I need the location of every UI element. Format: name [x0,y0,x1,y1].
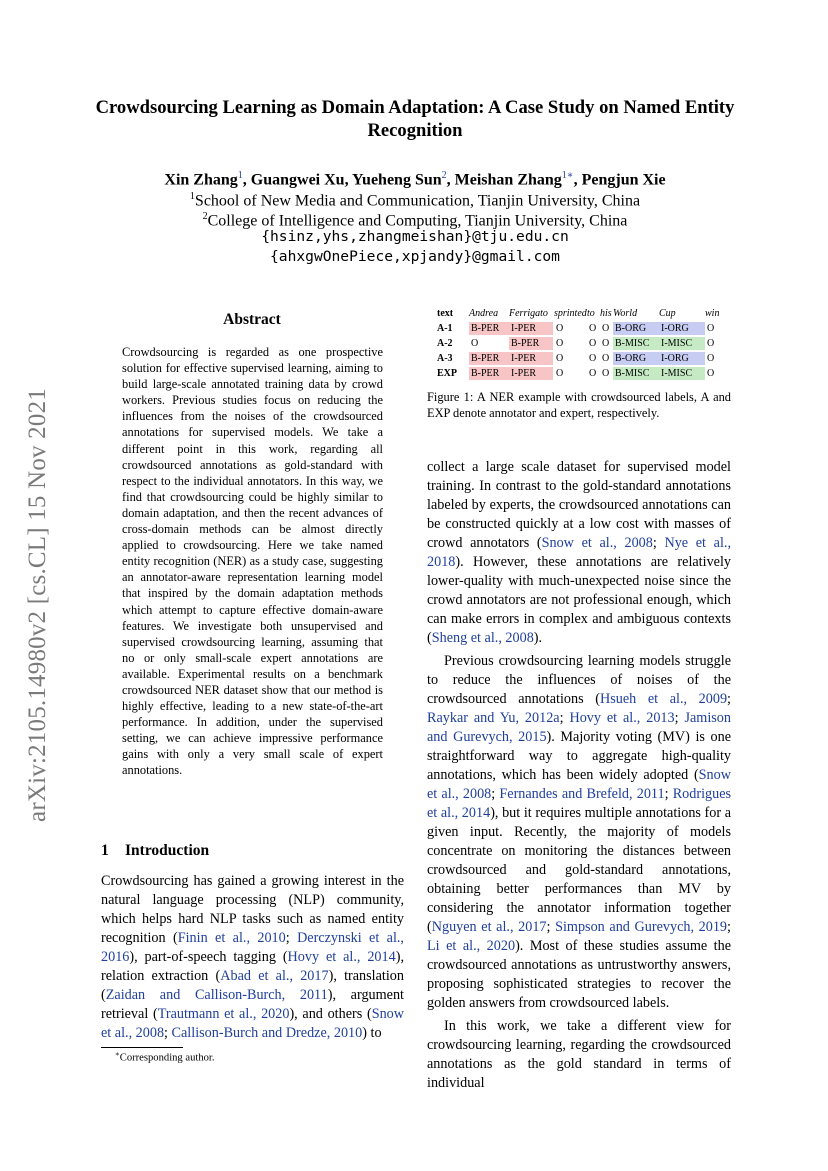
ner-row-label: A-3 [437,353,453,364]
author-name: Meishan Zhang [454,171,562,189]
paragraph-text: ) to [362,1025,382,1041]
ner-tag-cell: O [589,323,597,334]
email-line-2: {ahxgwOnePiece,xpjandy}@gmail.com [270,248,560,265]
footnote [115,1050,215,1064]
paragraph-text: ), argument retrieval ( [101,987,405,1022]
ner-tag-cell: O [707,338,715,349]
citation-link[interactable]: Sheng et al., 2008 [431,630,534,646]
intro-paragraph [101,872,404,1043]
ner-tag-cell: B-MISC [613,337,659,350]
paragraph-text: ), translation ( [101,968,404,1003]
author-name: Yueheng Sun [351,171,442,189]
ner-tag-cell: I-MISC [659,367,705,380]
ner-tag-cell: O [602,368,610,379]
paragraph-text: ; [727,919,731,935]
author-name: Guangwei Xu [250,171,345,189]
intro-paragraph [427,1017,731,1093]
citation-link[interactable]: Snow et al., 2008 [427,767,731,802]
affiliation-2-marker: 2 [202,211,208,222]
ner-header-token: World [613,308,638,319]
ner-tag-cell: O [556,338,564,349]
paragraph-text: ). [533,630,543,646]
paragraph-text: ), relation extraction ( [101,949,404,984]
paragraph-text: Previous crowdsourcing learning models struggle to reduce the influences of noises of the crowdsourced annotations ( [427,653,731,707]
ner-tag-cell: B-MISC [613,367,659,380]
citation-link[interactable]: Snow et al., 2008 [541,535,653,551]
author-separator: , [446,171,455,189]
ner-row-label: A-1 [437,323,453,334]
author-separator: , [242,171,251,189]
footnote-marker: ∗ [115,1050,120,1058]
paragraph-text: ; [727,691,731,707]
ner-tag-cell: B-PER [469,367,509,380]
paragraph-text: ). Most of these studies assume the crowdsourced annotations as untrustworthy answers, proposing sophisticated strategies to recover the golden answers from crowdsourced labels. [427,938,731,1011]
ner-tag-cell: O [589,338,597,349]
citation-link[interactable]: Abad et al., 2017 [220,968,329,984]
paragraph-text: ; [664,786,673,802]
citation-link[interactable]: Zaidan and Callison-Burch, 2011 [105,987,328,1003]
ner-header-token: Cup [659,308,676,319]
ner-tag-cell: O [471,338,479,349]
author-separator: , [573,171,582,189]
affiliation-2-text: College of Intelligence and Computing, Tianjin University, China [207,212,628,230]
paragraph-text: ; [559,710,570,726]
section-number: 1 [101,842,109,859]
ner-tag-cell: O [589,353,597,364]
ner-tag-cell: I-PER [509,367,553,380]
paragraph-text: ), part-of-speech tagging ( [129,949,288,965]
ner-tag-cell: O [707,368,715,379]
citation-link[interactable]: Raykar and Yu, 2012a [427,710,560,726]
affiliation-1-text: School of New Media and Communication, Tianjin University, China [194,192,641,210]
paragraph-text: ; [491,786,500,802]
ner-tag-cell: I-ORG [659,322,705,335]
ner-tag-cell: O [556,323,564,334]
paragraph-text: ; [546,919,556,935]
ner-tag-cell: O [602,353,610,364]
paragraph-text: ). Majority voting (MV) is one straightforward way to aggregate high-quality annotations, which has been widely adopted ( [427,729,731,783]
citation-link[interactable]: Finin et al., 2010 [177,930,286,946]
arxiv-watermark [14,365,62,845]
ner-tag-cell: I-ORG [659,352,705,365]
ner-tag-cell: O [602,323,610,334]
author-name: Xin Zhang [164,171,238,189]
citation-link[interactable]: Jamison and Gurevych, 2015 [427,710,731,745]
ner-tag-cell: B-PER [469,352,509,365]
author-affiliation-marker: 1∗ [561,170,574,181]
ner-row-label: A-2 [437,338,453,349]
ner-tag-cell: B-ORG [613,322,659,335]
email-line-1: {hsinz,yhs,zhangmeishan}@tju.edu.cn [261,228,569,245]
citation-link[interactable]: Derczynski et al., 2016 [101,930,404,965]
citation-link[interactable]: Hovy et al., 2014 [287,949,396,965]
intro-right-column [427,458,731,1093]
author-separator: , [344,171,352,189]
ner-header-label: text [437,308,454,319]
ner-tag-cell: O [707,323,715,334]
footnote-rule [101,1047,183,1048]
citation-link[interactable]: Rodrigues et al., 2014 [427,786,732,821]
paragraph-text: ; [164,1025,172,1041]
author-affiliation-marker: 2 [441,170,447,181]
citation-link[interactable]: Nye et al., 2018 [427,535,731,570]
ner-tag-cell: O [602,338,610,349]
ner-tag-cell: O [556,368,564,379]
ner-tag-cell: O [589,368,597,379]
ner-tag-cell: B-PER [469,322,509,335]
paragraph-text: collect a large scale dataset for supervised model training. In contrast to the gold-standard annotations labeled by experts, the crowdsourced annotations can be constructed quickly at a low cost with masses of crowd annotators ( [427,459,731,551]
paper-title: Crowdsourcing Learning as Domain Adaptation: A Case Study on Named Entity Recognition [95,97,735,141]
ner-tag-cell: O [707,353,715,364]
footnote-text: Corresponding author. [119,1052,215,1064]
affiliation-1-marker: 1 [189,191,195,202]
paragraph-text: ), but it requires multiple annotations for a given input. Recently, the majority of models concentrate on monitoring the distances between crowdsourced and gold-standard annotations, obtaining better performances than MV by considering the annotator information together ( [427,805,732,935]
citation-link[interactable]: Nguyen et al., 2017 [431,919,547,935]
ner-tag-cell: I-PER [509,322,553,335]
section-heading [101,842,209,860]
section-title: Introduction [125,842,210,859]
ner-header-token: sprinted [554,308,587,319]
citation-link[interactable]: Trautmann et al., 2020 [157,1006,290,1022]
citation-link[interactable]: Snow et al., 2008 [101,1006,405,1041]
abstract-text: Crowdsourcing is regarded as one prospective solution for effective supervised learning, aiming to build large-scale annotated training data by crowd workers. Previous studies focus on reducing the influences from the noises of the crowdsourced annotations for supervised models. We take a different point in this work, regarding all crowdsourced annotations as gold-standard with respect to the individual annotators. In this way, we find that crowdsourcing could be highly similar to domain adaptation, and then the recent advances of cross-domain methods can be almost directly applied to crowdsourcing. Here we take named entity recognition (NER) as a study case, suggesting an annotator-aware representation learning model that inspired by the domain adaptation methods which attempt to capture effective domain-aware features. We investigate both unsupervised and supervised crowdsourcing learning, assuming that no or only small-scale expert annotations are available. Experimental results on a benchmark crowdsourced NER dataset show that our method is highly effective, leading to a new state-of-the-art performance. In addition, under the supervised setting, we can achieve impressive performance gains with only a very small scale of expert annotations. [122,345,383,778]
ner-row-label: EXP [437,368,457,379]
arxiv-id: arXiv:2105.14980v2 [cs.CL] 15 Nov 2021 [24,388,51,822]
ner-header-token: Ferrigato [509,308,548,319]
paragraph-text: ), and others ( [289,1006,372,1022]
ner-tag-cell: O [556,353,564,364]
abstract-heading: Abstract [223,311,281,328]
figure-caption: Figure 1: A NER example with crowdsourced labels, A and EXP denote annotator and expert, respectively. [427,390,731,420]
citation-link[interactable]: Fernandes and Brefeld, 2011 [499,786,665,802]
citation-link[interactable]: Hovy et al., 2013 [569,710,675,726]
ner-header-token: Andrea [469,308,499,319]
paragraph-text: ). However, these annotations are relatively lower-quality with much-unexpected noise since the crowd annotators are not professional enough, which can make errors in complex and ambiguous contexts ( [427,554,731,646]
paragraph-text: In this work, we take a different view for crowdsourcing learning, regarding the crowdsourced annotations as the gold standard in terms of individual [427,1018,731,1091]
citation-link[interactable]: Li et al., 2020 [427,938,516,954]
paragraph-text: ; [674,710,685,726]
ner-header-token: to [587,308,595,319]
intro-left-column [101,872,404,1043]
ner-tag-cell: I-PER [509,352,553,365]
ner-header-token: his [600,308,612,319]
ner-tag-cell: B-PER [509,337,553,350]
ner-tag-cell: I-MISC [659,337,705,350]
intro-paragraph [427,458,731,648]
paragraph-text: Crowdsourcing has gained a growing interest in the natural language processing (NLP) community, which helps hard NLP tasks such as named entity recognition ( [101,873,404,946]
ner-tag-cell: B-ORG [613,352,659,365]
paragraph-text: ; [285,930,298,946]
intro-paragraph [427,652,731,1013]
citation-link[interactable]: Hsueh et al., 2009 [599,691,728,707]
paragraph-text: ; [652,535,665,551]
citation-link[interactable]: Callison-Burch and Dredze, 2010 [171,1025,363,1041]
author-name: Pengjun Xie [581,171,666,189]
author-affiliation-marker: 1 [237,170,243,181]
ner-header-token: win [705,308,720,319]
citation-link[interactable]: Simpson and Gurevych, 2019 [555,919,728,935]
